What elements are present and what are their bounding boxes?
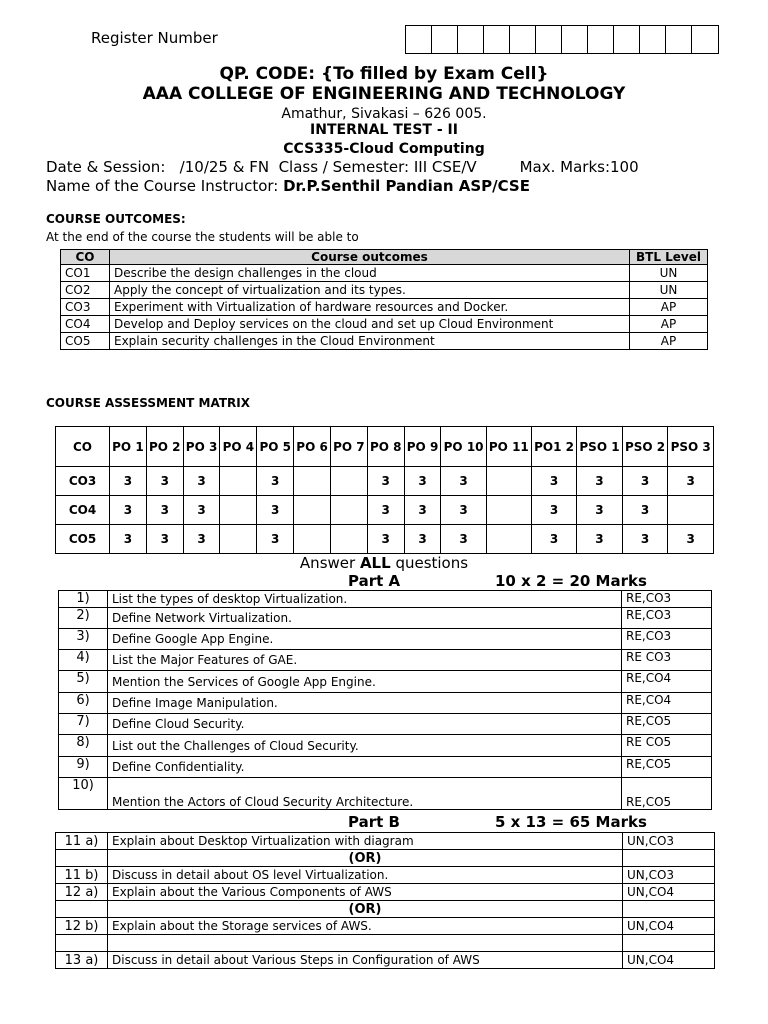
column-header-outcomes: Course outcomes [110,250,630,265]
co-id: CO5 [61,333,110,350]
matrix-cell: 3 [146,496,183,525]
matrix-cell: 3 [531,525,576,554]
question-number: 12 a) [56,884,108,901]
question-row [56,884,715,901]
matrix-cell: 3 [367,467,404,496]
register-digit-box[interactable] [432,26,458,53]
question-number: 11 a) [56,833,108,850]
question-text: Define Network Virtualization. [108,608,622,629]
question-text: List the Major Features of GAE. [108,650,622,671]
matrix-cell [486,525,531,554]
matrix-row-co: CO3 [56,467,110,496]
qp-code: QP. CODE: {To filled by Exam Cell} [219,64,549,84]
question-mapping: UN,CO3 [623,833,715,850]
question-text: Define Cloud Security. [108,714,622,735]
co-btl: AP [630,299,708,316]
co-btl: AP [630,333,708,350]
co-id: CO4 [61,316,110,333]
question-row [56,833,715,850]
instructor-line [46,177,530,195]
question-number: 10) [59,778,108,810]
matrix-column-header: PO 1 [110,427,147,467]
register-number-label: Register Number [91,29,218,47]
matrix-cell [330,525,367,554]
blank-row [56,935,715,952]
matrix-column-header: PO 11 [486,427,531,467]
question-number: 5) [59,671,108,693]
register-digit-box[interactable] [640,26,666,53]
matrix-column-header: PO1 2 [531,427,576,467]
matrix-cell: 3 [441,467,486,496]
table-row [61,333,708,350]
table-row [61,299,708,316]
part-b-table [55,832,715,969]
matrix-cell: 3 [367,496,404,525]
question-text: Define Confidentiality. [108,757,622,778]
matrix-cell: 3 [404,525,441,554]
question-row [59,591,712,608]
question-text: Mention the Actors of Cloud Security Architecture. [108,778,622,810]
table-row [61,316,708,333]
matrix-cell: 3 [668,467,714,496]
matrix-cell: 3 [146,467,183,496]
part-b-title: Part B [348,813,400,831]
matrix-cell: 3 [110,525,147,554]
register-digit-box[interactable] [458,26,484,53]
co-id: CO3 [61,299,110,316]
column-header-co: CO [61,250,110,265]
question-row [59,778,712,810]
matrix-cell [330,467,367,496]
matrix-column-header: PSO 3 [668,427,714,467]
matrix-cell: 3 [257,496,294,525]
matrix-cell: 3 [183,525,220,554]
part-a-marks: 10 x 2 = 20 Marks [495,572,647,590]
matrix-cell: 3 [146,525,183,554]
register-digit-box[interactable] [562,26,588,53]
empty-cell [623,850,715,867]
matrix-column-header: PO 8 [367,427,404,467]
table-header-row [56,427,714,467]
matrix-cell: 3 [531,467,576,496]
question-row [59,735,712,757]
question-text: Discuss in detail about Various Steps in Configuration of AWS [108,952,623,969]
empty-cell [56,901,108,918]
question-mapping: UN,CO4 [623,918,715,935]
empty-cell [623,935,715,952]
empty-cell [56,850,108,867]
question-number: 7) [59,714,108,735]
question-mapping: UN,CO4 [623,884,715,901]
question-text: Define Image Manipulation. [108,693,622,714]
matrix-cell: 3 [622,496,668,525]
question-number: 13 a) [56,952,108,969]
register-digit-box[interactable] [614,26,640,53]
co-btl: UN [630,265,708,282]
course-outcomes-heading: COURSE OUTCOMES: [46,212,186,226]
register-digit-box[interactable] [588,26,614,53]
matrix-cell: 3 [183,467,220,496]
empty-cell [623,901,715,918]
matrix-row-co: CO5 [56,525,110,554]
co-text: Describe the design challenges in the cloud [110,265,630,282]
table-row [56,496,714,525]
table-row [56,525,714,554]
question-mapping: UN,CO4 [623,952,715,969]
question-mapping: RE,CO5 [622,757,712,778]
matrix-cell [220,525,257,554]
matrix-column-header: PO 4 [220,427,257,467]
question-number: 6) [59,693,108,714]
question-mapping: RE CO5 [622,735,712,757]
question-number: 4) [59,650,108,671]
question-mapping: RE,CO5 [622,714,712,735]
question-row [59,608,712,629]
register-digit-box[interactable] [510,26,536,53]
answer-prefix: Answer [299,554,360,572]
empty-cell [108,935,623,952]
matrix-cell [486,467,531,496]
matrix-cell: 3 [183,496,220,525]
matrix-cell [668,496,714,525]
matrix-cell [220,467,257,496]
or-separator: (OR) [108,901,623,918]
question-row [59,650,712,671]
matrix-cell: 3 [531,496,576,525]
matrix-cell: 3 [441,525,486,554]
question-row [56,918,715,935]
question-mapping: RE,CO3 [622,629,712,650]
column-header-btl: BTL Level [630,250,708,265]
co-btl: UN [630,282,708,299]
test-name: INTERNAL TEST - II [310,122,458,138]
answer-instruction [0,554,768,572]
instructor-name: Dr.P.Senthil Pandian ASP/CSE [283,177,530,195]
matrix-cell: 3 [257,525,294,554]
or-row [56,901,715,918]
co-id: CO1 [61,265,110,282]
or-row [56,850,715,867]
question-number: 9) [59,757,108,778]
question-row [59,629,712,650]
matrix-cell: 3 [668,525,714,554]
register-digit-box[interactable] [692,26,718,53]
question-mapping: RE,CO4 [622,671,712,693]
empty-cell [56,935,108,952]
instructor-label: Name of the Course Instructor: [46,177,284,195]
question-mapping: RE,CO3 [622,591,712,608]
matrix-cell: 3 [404,467,441,496]
question-row [59,714,712,735]
matrix-row-co: CO4 [56,496,110,525]
question-text: Explain about the Storage services of AWS. [108,918,623,935]
question-row [59,693,712,714]
question-text: Discuss in detail about OS level Virtualization. [108,867,623,884]
matrix-cell: 3 [577,496,623,525]
or-separator: (OR) [108,850,623,867]
matrix-column-header: CO [56,427,110,467]
question-row [56,952,715,969]
matrix-cell: 3 [110,496,147,525]
co-btl: AP [630,316,708,333]
matrix-cell: 3 [577,467,623,496]
question-text: Mention the Services of Google App Engine. [108,671,622,693]
question-mapping: RE,CO3 [622,608,712,629]
matrix-cell: 3 [441,496,486,525]
matrix-column-header: PO 10 [441,427,486,467]
table-row [61,282,708,299]
matrix-column-header: PO 6 [294,427,331,467]
co-text: Experiment with Virtualization of hardware resources and Docker. [110,299,630,316]
question-mapping: RE,CO5 [622,778,712,810]
matrix-cell [294,496,331,525]
matrix-cell [294,525,331,554]
college-address: Amathur, Sivakasi – 626 005. [281,106,487,122]
co-text: Apply the concept of virtualization and its types. [110,282,630,299]
co-id: CO2 [61,282,110,299]
matrix-column-header: PO 3 [183,427,220,467]
matrix-cell [220,496,257,525]
table-row [61,265,708,282]
matrix-column-header: PO 9 [404,427,441,467]
course-outcomes-intro: At the end of the course the students will be able to [46,230,359,244]
question-row [56,867,715,884]
part-b-marks: 5 x 13 = 65 Marks [495,813,647,831]
question-text: Define Google App Engine. [108,629,622,650]
matrix-cell: 3 [367,525,404,554]
matrix-cell: 3 [404,496,441,525]
question-mapping: UN,CO3 [623,867,715,884]
co-text: Explain security challenges in the Cloud Environment [110,333,630,350]
question-text: List out the Challenges of Cloud Security. [108,735,622,757]
matrix-column-header: PO 2 [146,427,183,467]
date-session-line: Date & Session: /10/25 & FN Class / Semester: III CSE/V Max. Marks:100 [46,158,639,176]
matrix-cell [330,496,367,525]
register-digit-box[interactable] [406,26,432,53]
part-a-table [58,590,712,810]
question-text: Explain about Desktop Virtualization with diagram [108,833,623,850]
co-text: Develop and Deploy services on the cloud and set up Cloud Environment [110,316,630,333]
question-row [59,757,712,778]
course-outcomes-table [60,249,708,350]
assessment-matrix-table [55,426,714,554]
matrix-cell [294,467,331,496]
matrix-cell: 3 [622,525,668,554]
matrix-cell: 3 [110,467,147,496]
question-text: Explain about the Various Components of AWS [108,884,623,901]
register-digit-box[interactable] [484,26,510,53]
matrix-cell: 3 [257,467,294,496]
question-mapping: RE,CO4 [622,693,712,714]
question-row [59,671,712,693]
question-mapping: RE CO3 [622,650,712,671]
question-number: 8) [59,735,108,757]
register-digit-box[interactable] [666,26,692,53]
answer-suffix: questions [390,554,469,572]
answer-all: ALL [359,554,391,572]
matrix-column-header: PO 7 [330,427,367,467]
part-a-title: Part A [348,572,401,590]
question-number: 12 b) [56,918,108,935]
matrix-cell [486,496,531,525]
matrix-cell: 3 [622,467,668,496]
matrix-column-header: PO 5 [257,427,294,467]
matrix-cell: 3 [577,525,623,554]
register-digit-box[interactable] [536,26,562,53]
table-row [56,467,714,496]
assessment-matrix-heading: COURSE ASSESSMENT MATRIX [46,396,250,410]
question-number: 3) [59,629,108,650]
register-number-boxes[interactable] [405,25,719,54]
question-text: List the types of desktop Virtualization. [108,591,622,608]
matrix-column-header: PSO 2 [622,427,668,467]
table-header-row [61,250,708,265]
question-number: 2) [59,608,108,629]
matrix-column-header: PSO 1 [577,427,623,467]
course-name: CCS335-Cloud Computing [283,141,485,157]
question-number: 11 b) [56,867,108,884]
question-number: 1) [59,591,108,608]
college-name: AAA COLLEGE OF ENGINEERING AND TECHNOLOGY [142,84,626,104]
